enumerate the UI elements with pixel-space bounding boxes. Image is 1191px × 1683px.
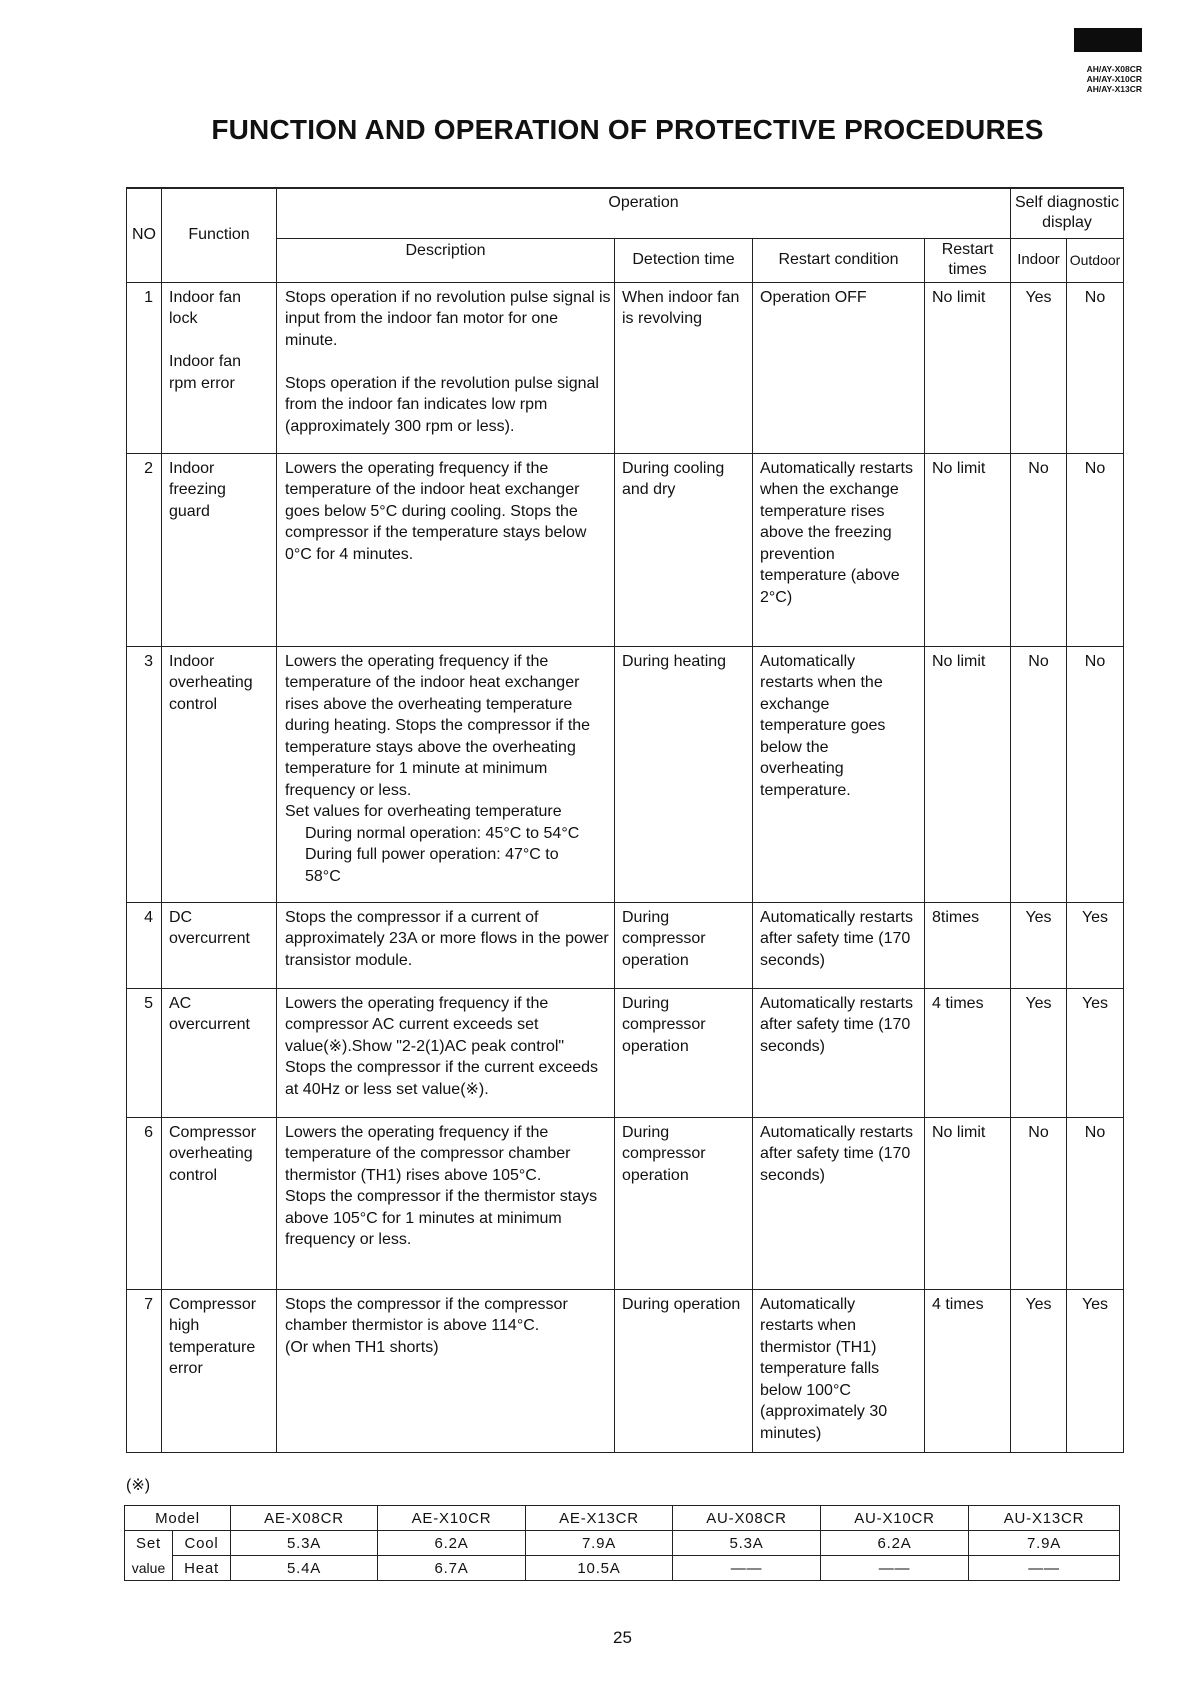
detection-time: During compressor operation [615,1117,753,1289]
description-text: Lowers the operating frequency if the temperature of the indoor heat exchanger goes below 5°C during cooling. Stops the compressor if the temperature stays below 0°C for 4 minutes. [277,453,615,646]
heat-value: 6.7A [378,1556,526,1581]
outdoor-display: Yes [1067,1289,1124,1453]
function-name: Compressor high temperature error [162,1289,277,1453]
outdoor-display: Yes [1067,988,1124,1117]
function-name: Indoor fan lock [169,288,242,327]
restart-times: No limit [925,646,1011,902]
heat-label: Heat [173,1556,231,1581]
table-row [127,988,1124,1117]
model-name: AE-X08CR [231,1506,378,1531]
description-cell [277,1289,615,1453]
set-value-full: During full power operation: 47°C to 58°C [305,846,559,885]
set-value-cool-row [125,1531,1120,1556]
header-restart-condition: Restart condition [753,238,925,282]
restart-times: 4 times [925,1289,1011,1453]
function-name: Indoor fan rpm error [169,353,242,392]
detection-time: When indoor fan is revolving [615,282,753,453]
indoor-display: Yes [1011,282,1067,453]
indoor-display: Yes [1011,988,1067,1117]
function-name: Compressor overheating control [162,1117,277,1289]
row-number: 3 [127,646,162,902]
note-mark: (※) [126,1477,151,1494]
description-text: Lowers the operating frequency if the temperature of the indoor heat exchanger rises above the overheating temperature during heating. Stops the compressor if the temperature stays above the overheating temperature for 1 minute at minimum frequency or less. [285,652,591,799]
detection-time: During cooling and dry [615,453,753,646]
outdoor-display: No [1067,453,1124,646]
table-row [127,1289,1124,1453]
model-label: Model [125,1506,231,1531]
set-value-heat-row [125,1556,1120,1581]
indoor-display: No [1011,1117,1067,1289]
set-label: Set [125,1531,173,1556]
header-outdoor: Outdoor [1067,238,1124,282]
row-number: 1 [127,282,162,453]
row-number: 7 [127,1289,162,1453]
function-cell [162,282,277,453]
description-text: Stops the compressor if the compressor chamber thermistor is above 114°C. [285,1295,568,1334]
model-line: AH/AY-X08CR [1086,64,1142,74]
model-line: AH/AY-X10CR [1086,74,1142,84]
table-row [127,1117,1124,1289]
heat-value: —— [821,1556,969,1581]
model-list [1020,64,1142,94]
cool-value: 6.2A [821,1531,969,1556]
description-text: Stops the compressor if the current exceeds at 40Hz or less set value(※). [285,1059,599,1098]
cool-value: 5.3A [231,1531,378,1556]
value-label: value [125,1556,173,1581]
detection-time: During heating [615,646,753,902]
restart-condition: Automatically restarts when thermistor (TH1) temperature falls below 100°C (approximately 30 minutes) [753,1289,925,1453]
model-name: AE-X10CR [378,1506,526,1531]
description-text: Lowers the operating frequency if the temperature of the compressor chamber thermistor (TH1) rises above 105°C. [285,1123,571,1184]
table-row [127,646,1124,902]
set-value-table [124,1505,1120,1581]
detection-time: During compressor operation [615,902,753,988]
indoor-display: No [1011,646,1067,902]
restart-condition: Automatically restarts after safety time (170 seconds) [753,1117,925,1289]
description-text: Stops operation if no revolution pulse signal is input from the indoor fan motor for one minute. [285,288,611,349]
outdoor-display: No [1067,1117,1124,1289]
restart-condition: Operation OFF [753,282,925,453]
detection-time: During operation [615,1289,753,1453]
indoor-display: Yes [1011,1289,1067,1453]
description-text: Stops the compressor if the thermistor stays above 105°C for 1 minutes at minimum frequency or less. [285,1188,598,1248]
outdoor-display: No [1067,646,1124,902]
description-cell [277,1117,615,1289]
row-number: 6 [127,1117,162,1289]
description-text: Stops the compressor if a current of approximately 23A or more flows in the power transistor module. [277,902,615,988]
header-detection-time: Detection time [615,238,753,282]
description-cell [277,988,615,1117]
outdoor-display: Yes [1067,902,1124,988]
table-row [127,282,1124,453]
model-name: AU-X10CR [821,1506,969,1531]
protective-procedures-table [126,187,1124,1453]
indoor-display: No [1011,453,1067,646]
row-number: 5 [127,988,162,1117]
description-text: (Or when TH1 shorts) [285,1338,439,1356]
restart-condition: Automatically restarts after safety time (170 seconds) [753,902,925,988]
description-text: Lowers the operating frequency if the compressor AC current exceeds set value(※).Show "2-2(1)AC peak control" [285,994,565,1055]
header-function: Function [162,188,277,282]
description-cell [277,646,615,902]
model-name: AU-X13CR [969,1506,1120,1531]
restart-condition: Automatically restarts when the exchange temperature goes below the overheating temperature. [753,646,925,902]
restart-times: No limit [925,453,1011,646]
restart-times: 4 times [925,988,1011,1117]
description-text: Stops operation if the revolution pulse signal from the indoor fan indicates low rpm (approximately 300 rpm or less). [285,374,599,435]
header-operation: Operation [277,188,1011,238]
outdoor-display: No [1067,282,1124,453]
set-value-normal: During normal operation: 45°C to 54°C [305,824,580,842]
restart-times: No limit [925,1117,1011,1289]
set-values-label: Set values for overheating temperature [285,803,562,820]
function-name: DC overcurrent [162,902,277,988]
heat-value: 10.5A [526,1556,673,1581]
header-self-diagnostic: Self diagnostic display [1011,188,1124,238]
cool-value: 5.3A [673,1531,821,1556]
header-indoor: Indoor [1011,238,1067,282]
restart-times: 8times [925,902,1011,988]
restart-condition: Automatically restarts when the exchange temperature rises above the freezing prevention temperature (above 2°C) [753,453,925,646]
table-row [127,902,1124,988]
function-name: AC overcurrent [162,988,277,1117]
cool-label: Cool [173,1531,231,1556]
header-description: Description [277,238,615,282]
row-number: 2 [127,453,162,646]
model-name: AU-X08CR [673,1506,821,1531]
heat-value: —— [673,1556,821,1581]
header-restart-times: Restart times [925,238,1011,282]
model-line: AH/AY-X13CR [1086,84,1142,94]
indoor-display: Yes [1011,902,1067,988]
heat-value: 5.4A [231,1556,378,1581]
row-number: 4 [127,902,162,988]
set-value-header-row [125,1506,1120,1531]
header-no: NO [127,188,162,282]
cool-value: 7.9A [526,1531,673,1556]
description-cell [277,282,615,453]
cool-value: 7.9A [969,1531,1120,1556]
cool-value: 6.2A [378,1531,526,1556]
page-title: FUNCTION AND OPERATION OF PROTECTIVE PROCEDURES [211,114,1044,145]
page-number: 25 [613,1628,632,1647]
restart-condition: Automatically restarts after safety time (170 seconds) [753,988,925,1117]
model-name: AE-X13CR [526,1506,673,1531]
function-name: Indoor overheating control [162,646,277,902]
detection-time: During compressor operation [615,988,753,1117]
heat-value: —— [969,1556,1120,1581]
corner-tab [1074,28,1142,52]
restart-times: No limit [925,282,1011,453]
function-name: Indoor freezing guard [162,453,277,646]
table-row [127,453,1124,646]
